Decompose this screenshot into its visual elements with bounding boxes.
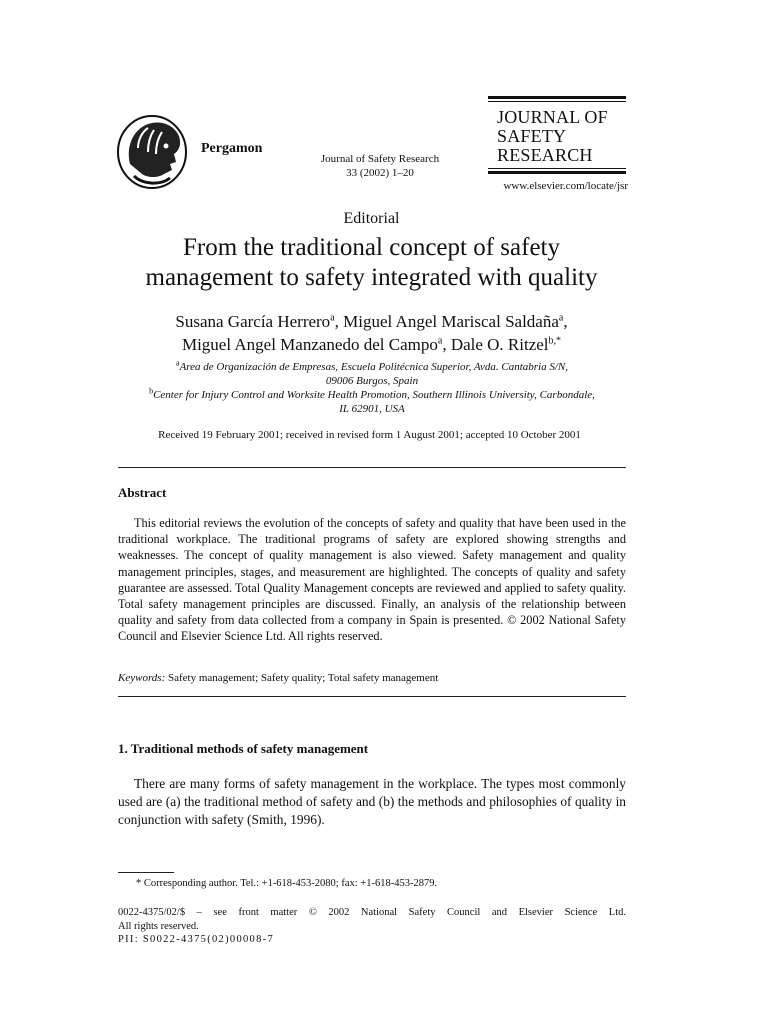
article-type: Editorial <box>343 210 400 227</box>
author-name[interactable]: Miguel Angel Manzanedo del Campo <box>181 335 438 354</box>
copyright-line: All rights reserved. <box>118 920 199 932</box>
journal-masthead <box>488 96 626 176</box>
corresponding-author-footnote: * Corresponding author. Tel.: +1-618-453-2080; fax: +1-618-453-2879. <box>136 878 438 889</box>
author-name[interactable]: Dale O. Ritzel <box>450 335 549 354</box>
section-body: There are many forms of safety management in the workplace. The types most commonly used are (a) the traditional method of safety and (b) the methods and philosophies of quality in conjunction with safety (Smith, 1996). <box>118 776 626 827</box>
section-heading: 1. Traditional methods of safety management <box>118 741 369 756</box>
masthead-line: RESEARCH <box>497 145 593 165</box>
affiliation-a: $^a$Area de Organización de Empresas, Escuela Politécnica Superior, Avda. Cantabria S/N, <box>176 358 568 373</box>
masthead-rule-bottom <box>488 171 626 174</box>
masthead-rule-top-thin <box>488 101 626 102</box>
keywords-list: Safety management; Safety quality; Total safety management <box>168 672 439 684</box>
author-affil-marker: a <box>330 312 335 324</box>
footnote-rule <box>118 872 174 873</box>
masthead-rule-top <box>488 96 626 99</box>
affiliation-a-city: 09006 Burgos, Spain <box>325 375 419 387</box>
keywords <box>118 672 626 684</box>
author-line: Susana García Herrero$^a$, Miguel Angel Mariscal Saldaña$^a$, <box>175 312 568 331</box>
author-list <box>0 310 743 356</box>
journal-ref-volume: 33 (2002) 1–20 <box>346 167 414 179</box>
article-title <box>0 233 743 293</box>
author-name[interactable]: Miguel Angel Mariscal Saldaña <box>343 312 559 331</box>
author-affil-marker: a <box>437 335 443 347</box>
divider <box>118 696 626 697</box>
author-affil-marker: a <box>558 312 564 324</box>
copyright-notice <box>118 906 626 947</box>
journal-ref-name: Journal of Safety Research <box>320 153 440 165</box>
divider <box>118 467 626 468</box>
copyright-line: 0022-4375/02/$ – see front matter © 2002 National Safety Council and Elsevier Science Ltd. <box>118 907 626 918</box>
received-dates: Received 19 February 2001; received in revised form 1 August 2001; accepted 10 October 2001 <box>158 429 581 441</box>
title-line: From the traditional concept of safety <box>183 234 560 261</box>
author-affil-marker: b,* <box>548 335 562 347</box>
pergamon-logo-icon <box>112 112 198 192</box>
masthead-rule-bottom-thin <box>488 168 626 169</box>
abstract-heading: Abstract <box>118 485 167 500</box>
affiliations <box>112 360 632 416</box>
pii-identifier: PII: S0022-4375(02)00008-7 <box>118 934 275 945</box>
journal-url[interactable]: www.elsevier.com/locate/jsr <box>503 180 628 192</box>
journal-reference <box>300 152 460 180</box>
abstract-text: This editorial reviews the evolution of the concepts of safety and quality that have been used in the traditional workplace. The traditional programs of safety are explored showing strengths and weaknesses. The concept of quality management is also viewed. Safety management and quality management principles, stages, and measurement are highlighted. The concepts of quality and safety guarantee are assessed. Total Quality Management concepts are reviewed and applied to safety quality. Total safety management principles are discussed. Finally, an analysis of the relationship between quality and safety from data collected from a company in Spain is presented. © 2002 National Safety Council and Elsevier Science Ltd. All rights reserved. <box>118 516 626 644</box>
title-line: management to safety integrated with quality <box>145 264 598 291</box>
affiliation-b: $^b$Center for Injury Control and Worksite Health Promotion, Southern Illinois University, Carbondale, <box>149 386 595 401</box>
masthead-line: SAFETY <box>497 126 567 146</box>
affiliation-b-city: IL 62901, USA <box>339 403 405 415</box>
author-line: Miguel Angel Manzanedo del Campo$^a$, Dale O. Ritzel$^{b,*}$ <box>181 335 562 354</box>
masthead-line: JOURNAL OF <box>497 107 608 127</box>
keywords-label: Keywords: <box>118 672 166 684</box>
author-name[interactable]: Susana García Herrero <box>175 312 331 331</box>
masthead-title <box>488 104 626 168</box>
publisher-name: Pergamon <box>201 141 263 156</box>
